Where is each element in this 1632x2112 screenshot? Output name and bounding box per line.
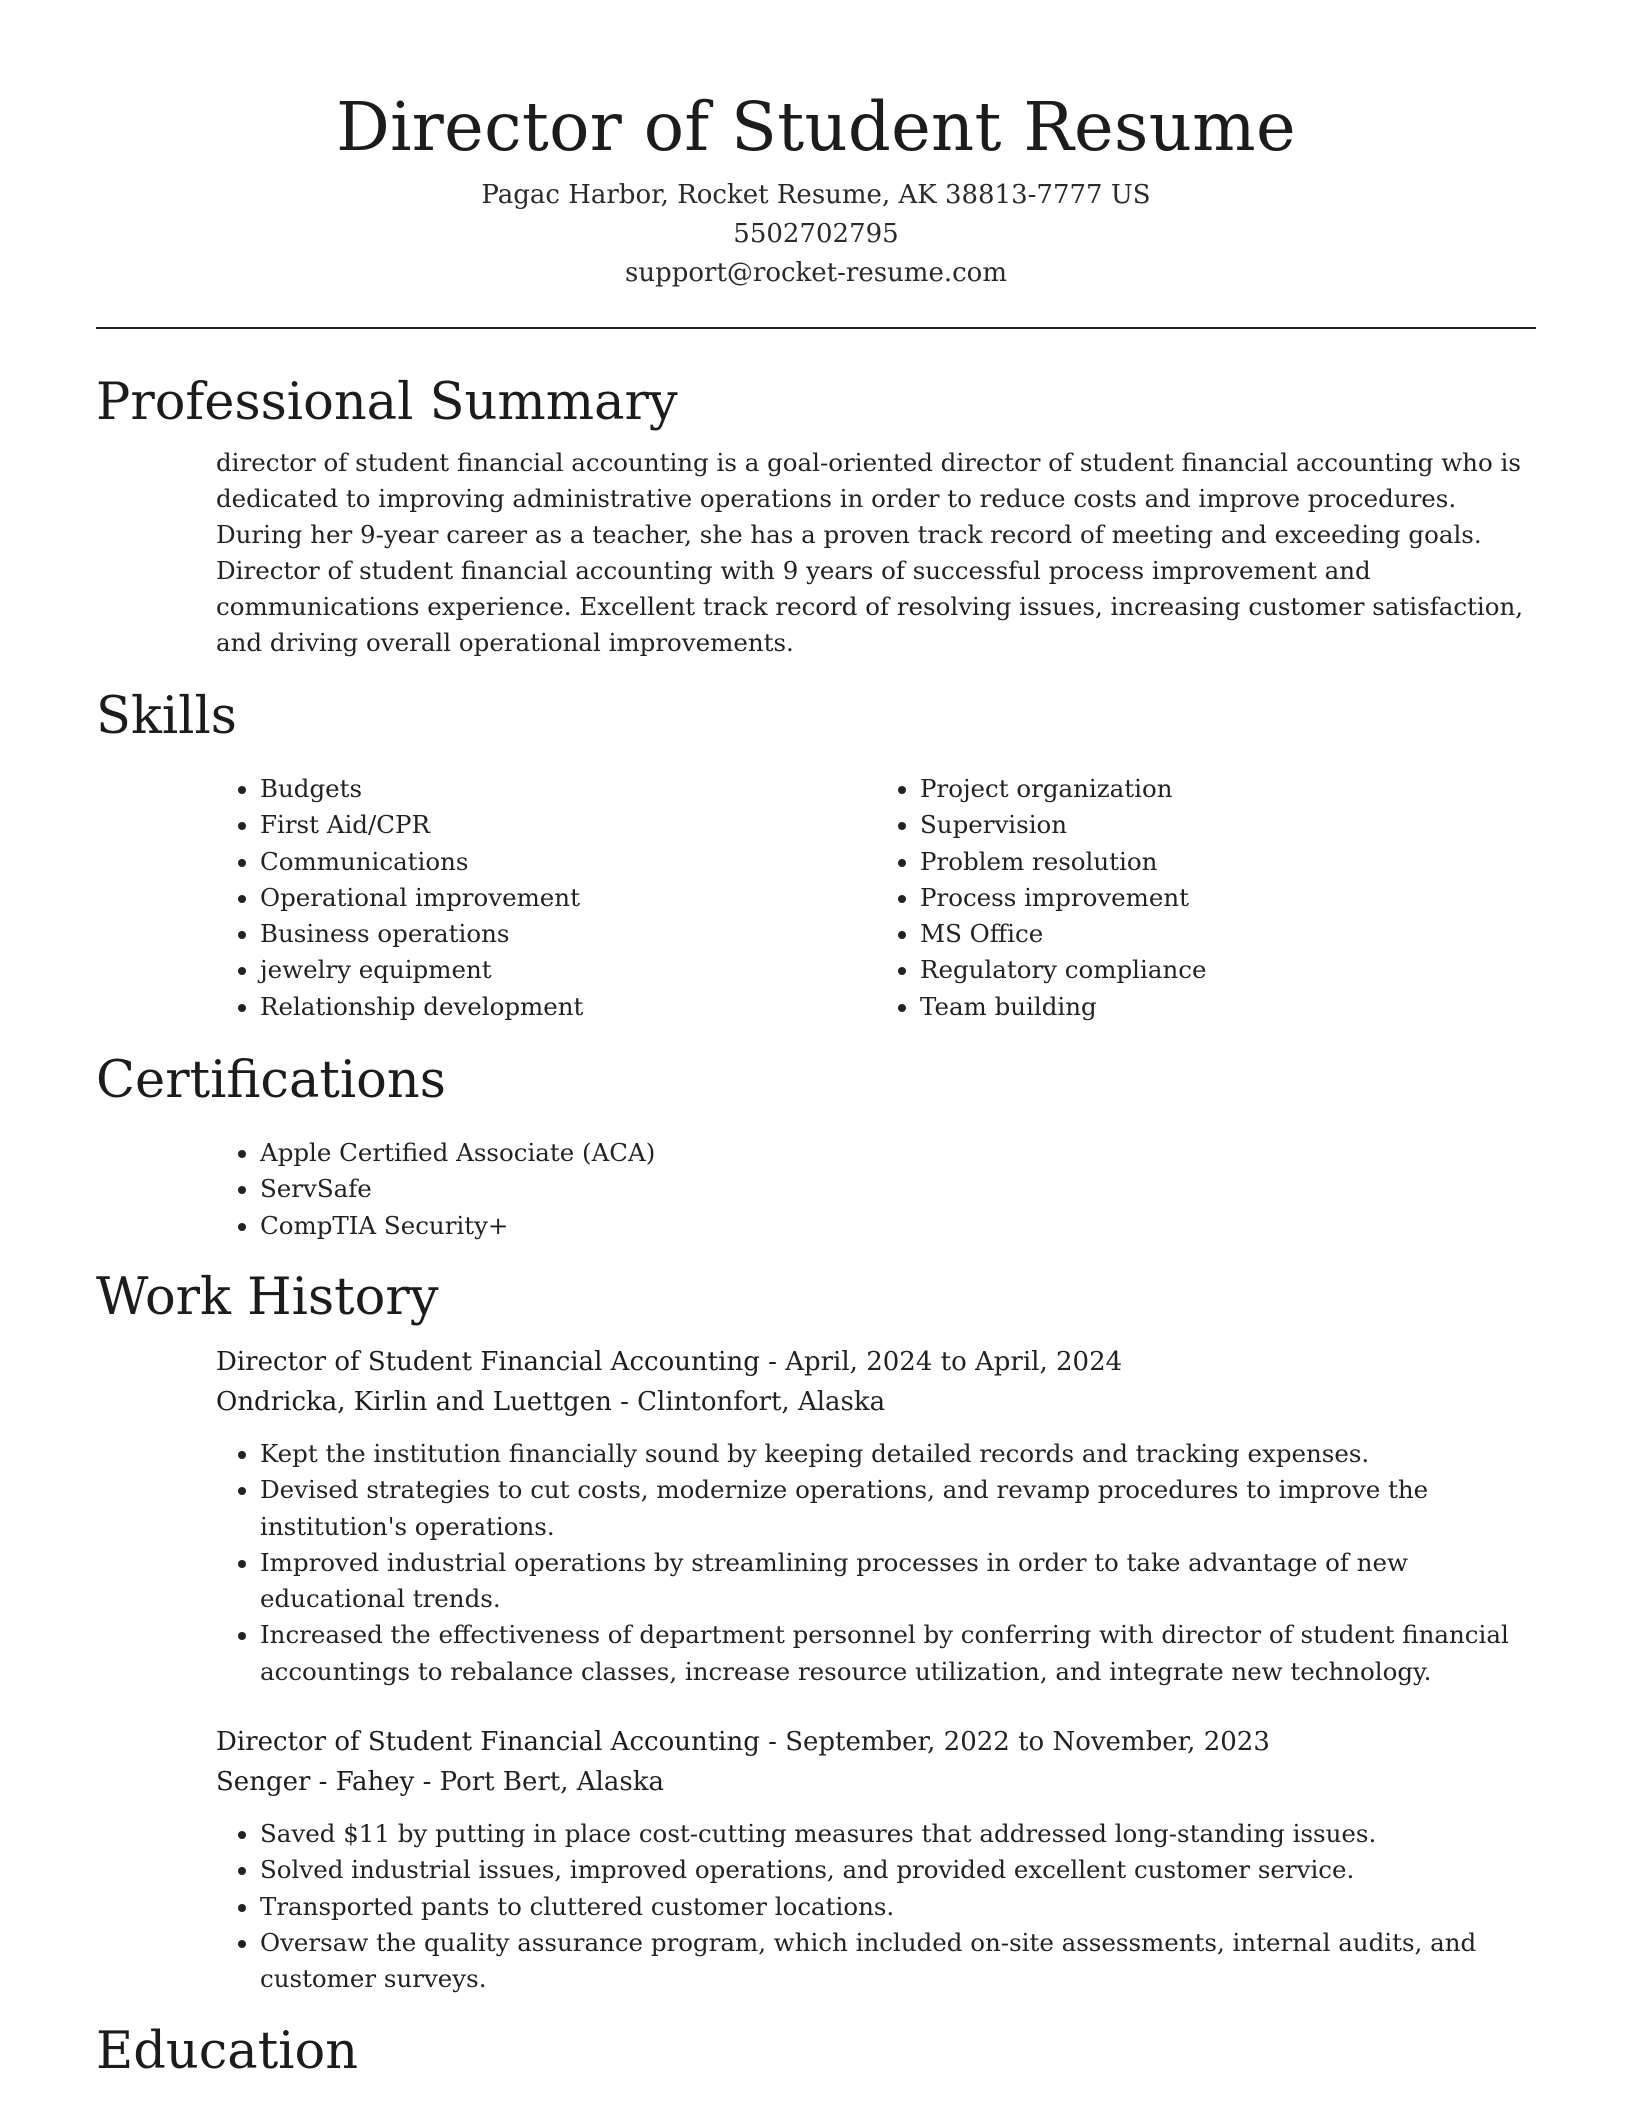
summary-heading: Professional Summary xyxy=(96,373,678,432)
summary-text: director of student financial accounting is a goal-oriented director of student financial accounting who is dedicated to improving administrative operations in order to reduce costs and improve procedures. During her 9-year career as a teacher, she has a proven track record of meeting and exceeding goals. Director of student financial accounting with 9 years of successful process improvement and communications experience. Excellent track record of resolving issues, increasing customer satisfaction, and driving overall operational improvements. xyxy=(216,448,1524,657)
skill-item: • Team building xyxy=(920,989,1536,1025)
job-company: Ondricka, Kirlin and Luettgen xyxy=(216,1386,612,1417)
skills-heading: Skills xyxy=(96,687,237,746)
skill-item: • Budgets xyxy=(260,771,876,807)
job-company: Senger - Fahey xyxy=(216,1767,415,1798)
certifications-heading: Certifications xyxy=(96,1051,446,1111)
skill-item: • Communications xyxy=(260,844,876,880)
job-company-line xyxy=(216,1382,1536,1422)
education-heading: Education xyxy=(96,2021,359,2081)
job-bullet: • Devised strategies to cut costs, modernize operations, and revamp procedures to improve the institution's operations. xyxy=(260,1472,1536,1545)
skills-list-right xyxy=(876,771,1536,1025)
skill-item: • Problem resolution xyxy=(920,844,1536,880)
contact-phone: 5502702795 xyxy=(733,219,899,249)
job-bullets xyxy=(216,1816,1536,1997)
skill-item: • Project organization xyxy=(920,771,1536,807)
job-title: Director of Student Financial Accounting xyxy=(216,1346,760,1377)
job-entry xyxy=(216,1722,1536,1997)
skills-grid xyxy=(216,771,1536,1025)
job-title: Director of Student Financial Accounting xyxy=(216,1727,760,1758)
contact-block xyxy=(96,176,1536,293)
skills-list-left xyxy=(216,771,876,1025)
skill-item: • Regulatory compliance xyxy=(920,952,1536,988)
job-bullet: • Solved industrial issues, improved operations, and provided excellent customer service. xyxy=(260,1852,1536,1888)
job-dates: - September, 2022 to November, 2023 xyxy=(759,1727,1270,1758)
certification-item: • Apple Certified Associate (ACA) xyxy=(260,1135,1536,1171)
certification-item: • CompTIA Security+ xyxy=(260,1208,1536,1244)
skill-item: • Business operations xyxy=(260,916,876,952)
job-location: - Port Bert, Alaska xyxy=(414,1767,664,1798)
job-bullet: • Increased the effectiveness of department personnel by conferring with director of student financial accountings to rebalance classes, increase resource utilization, and integrate new technology. xyxy=(260,1617,1536,1690)
certification-item: • ServSafe xyxy=(260,1171,1536,1207)
job-title-line xyxy=(216,1722,1536,1762)
certifications-list xyxy=(216,1135,1536,1244)
header-divider xyxy=(96,327,1536,329)
skill-item: • MS Office xyxy=(920,916,1536,952)
job-entry xyxy=(216,1342,1536,1690)
job-bullet: • Kept the institution financially sound by keeping detailed records and tracking expenses. xyxy=(260,1436,1536,1472)
job-title-line xyxy=(216,1342,1536,1382)
skill-item: • Process improvement xyxy=(920,880,1536,916)
job-company-line xyxy=(216,1762,1536,1802)
skill-item: • First Aid/CPR xyxy=(260,807,876,843)
job-bullet: • Oversaw the quality assurance program, which included on-site assessments, internal audits, and customer surveys. xyxy=(260,1925,1536,1998)
skill-item: • jewelry equipment xyxy=(260,952,876,988)
resume-page xyxy=(96,0,1536,2084)
job-location: - Clintonfort, Alaska xyxy=(611,1386,886,1417)
contact-address: Pagac Harbor, Rocket Resume, AK 38813-7777 US xyxy=(481,180,1151,210)
job-bullets xyxy=(216,1436,1536,1690)
job-bullet: • Improved industrial operations by streamlining processes in order to take advantage of new educational trends. xyxy=(260,1545,1536,1618)
job-bullet: • Transported pants to cluttered customer locations. xyxy=(260,1889,1536,1925)
job-bullet: • Saved $11 by putting in place cost-cutting measures that addressed long-standing issues. xyxy=(260,1816,1536,1852)
work-history-heading: Work History xyxy=(96,1267,439,1327)
job-dates: - April, 2024 to April, 2024 xyxy=(759,1346,1123,1377)
skill-item: • Relationship development xyxy=(260,989,876,1025)
skill-item: • Supervision xyxy=(920,807,1536,843)
resume-header xyxy=(96,0,1536,293)
skill-item: • Operational improvement xyxy=(260,880,876,916)
contact-email: support@rocket-resume.com xyxy=(624,258,1007,288)
resume-title: Director of Student Resume xyxy=(336,88,1296,166)
